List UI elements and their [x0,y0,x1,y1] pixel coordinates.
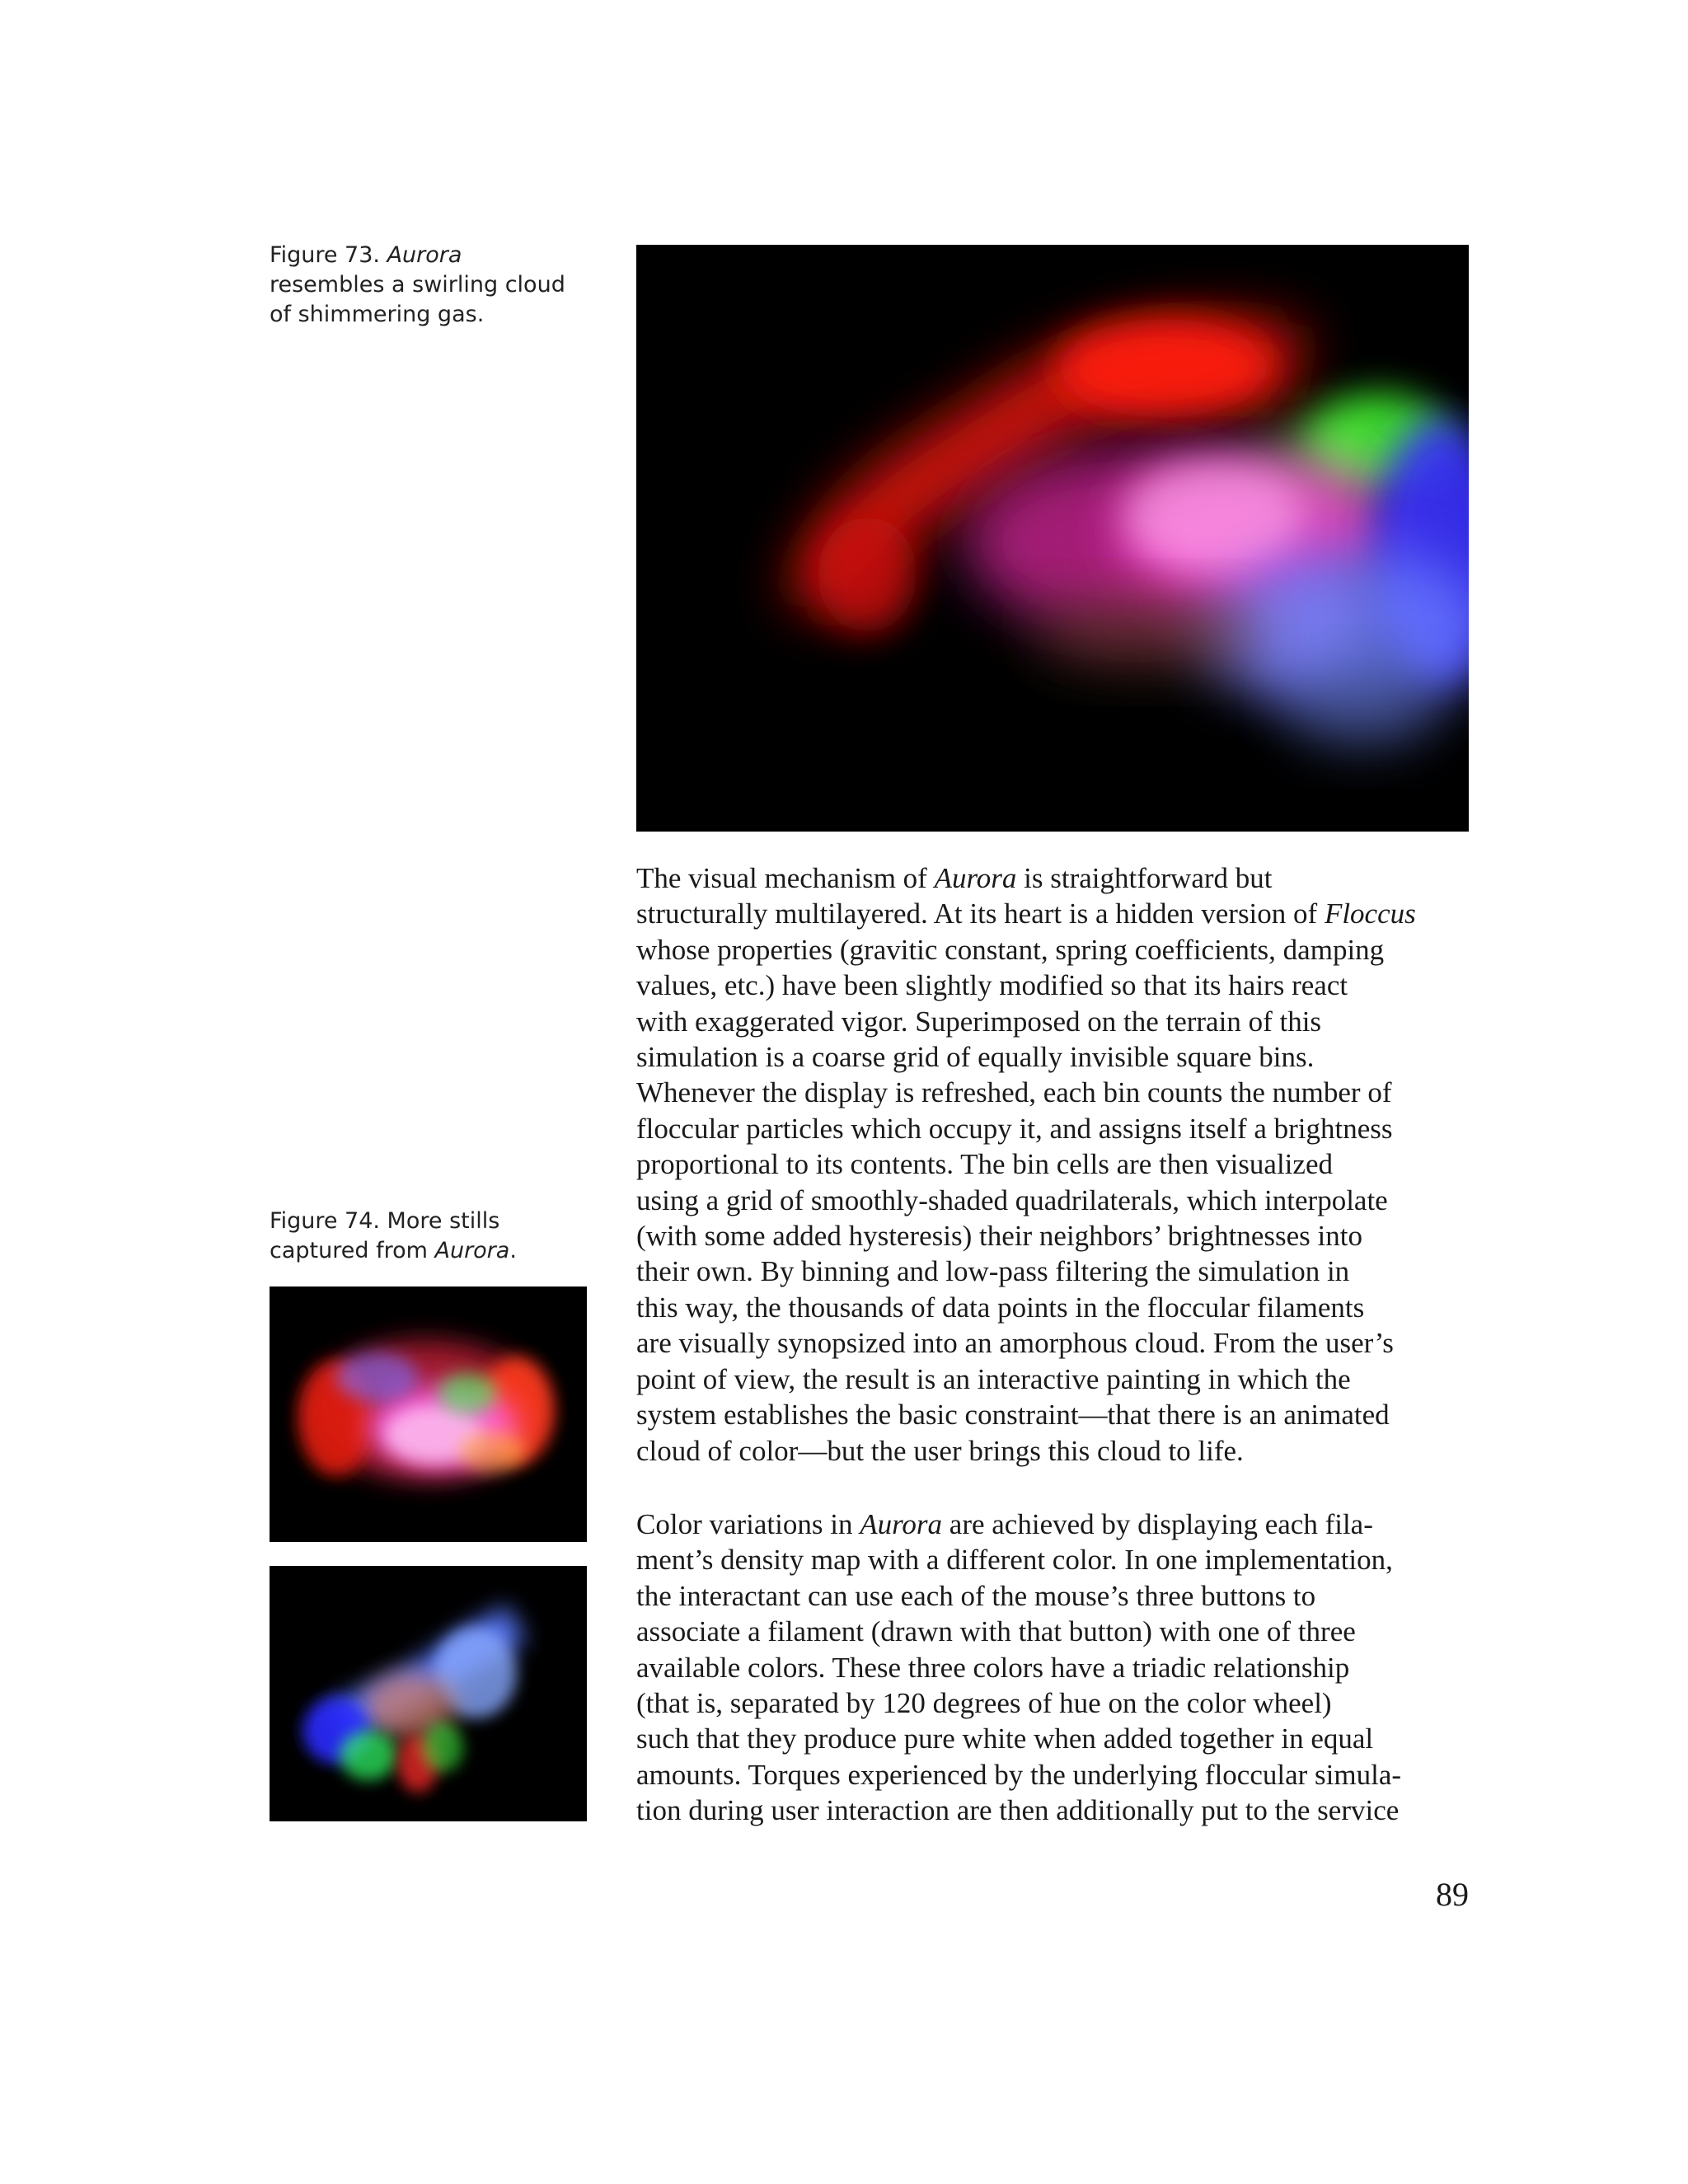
text-line: their own. By binning and low-pass filtering the simulation in [636,1255,1350,1288]
figure-73-caption [270,241,583,330]
text-line: structurally multilayered. At its heart is a hidden version of Floccus [636,898,1416,930]
text-line: available colors. These three colors have a triadic relationship [636,1651,1350,1684]
text-line: whose properties (gravitic constant, spring coefficients, damping [636,933,1385,966]
body-paragraph-2 [636,1507,1469,1829]
aurora-cloud-still-2 [270,1566,587,1821]
text-line: associate a filament (drawn with that button) with one of three [636,1615,1356,1648]
text-line: Color variations in Aurora are achieved by displaying each fila- [636,1508,1373,1540]
text-line: with exaggerated vigor. Superimposed on the terrain of this [636,1005,1322,1038]
text-line: Whenever the display is refreshed, each bin counts the number of [636,1076,1392,1109]
figure-74-end: . [509,1238,517,1263]
text-line: ment’s density map with a different color. In one implementation, [636,1544,1393,1577]
text-line: values, etc.) have been slightly modified so that its hairs react [636,969,1348,1002]
italic-title: Aurora [860,1508,943,1540]
aurora-cloud-large [636,245,1469,832]
text-line: point of view, the result is an interactive painting in which the [636,1362,1351,1395]
figure-74-still-1 [270,1286,587,1542]
figure-73-text: resembles a swirling cloud of shimmering gas. [270,272,565,327]
figure-74-label: Figure 74. [270,1208,380,1234]
body-paragraph-1 [636,860,1469,1469]
aurora-cloud-still-1 [270,1286,587,1542]
text-line: tion during user interaction are then additionally put to the service [636,1794,1400,1827]
text-line: simulation is a coarse grid of equally invisible square bins. [636,1041,1315,1074]
figure-74-title: Aurora [434,1238,510,1263]
figure-74-still-2 [270,1566,587,1821]
text-line: amounts. Torques experienced by the underlying floccular simula- [636,1758,1402,1791]
text-line: system establishes the basic constraint—that there is an animated [636,1399,1390,1432]
italic-title: Floccus [1324,898,1416,930]
italic-title: Aurora [934,862,1017,894]
text-line: floccular particles which occupy it, and assigns itself a brightness [636,1112,1393,1145]
text-line: the interactant can use each of the mouse’s three buttons to [636,1579,1316,1612]
text-line: this way, the thousands of data points in the floccular filaments [636,1291,1365,1324]
figure-73-image [636,245,1469,832]
figure-73-label: Figure 73. [270,242,380,268]
page-number: 89 [1436,1876,1469,1913]
text-line: proportional to its contents. The bin cells are then visualized [636,1148,1333,1181]
figure-74-caption [270,1207,599,1266]
text-line: (with some added hysteresis) their neighbors’ brightnesses into [636,1220,1362,1253]
figure-73-title: Aurora [387,242,462,268]
text-line: are visually synopsized into an amorphous cloud. From the user’s [636,1327,1394,1360]
text-line: such that they produce pure white when added together in equal [636,1722,1374,1755]
text-line: cloud of color—but the user brings this cloud to life. [636,1434,1244,1467]
figure-74-text: More stills captured from [270,1208,500,1263]
text-line: (that is, separated by 120 degrees of hue on the color wheel) [636,1687,1332,1720]
text-line: using a grid of smoothly-shaded quadrilaterals, which interpolate [636,1183,1388,1216]
text-line: The visual mechanism of Aurora is straightforward but [636,862,1273,894]
